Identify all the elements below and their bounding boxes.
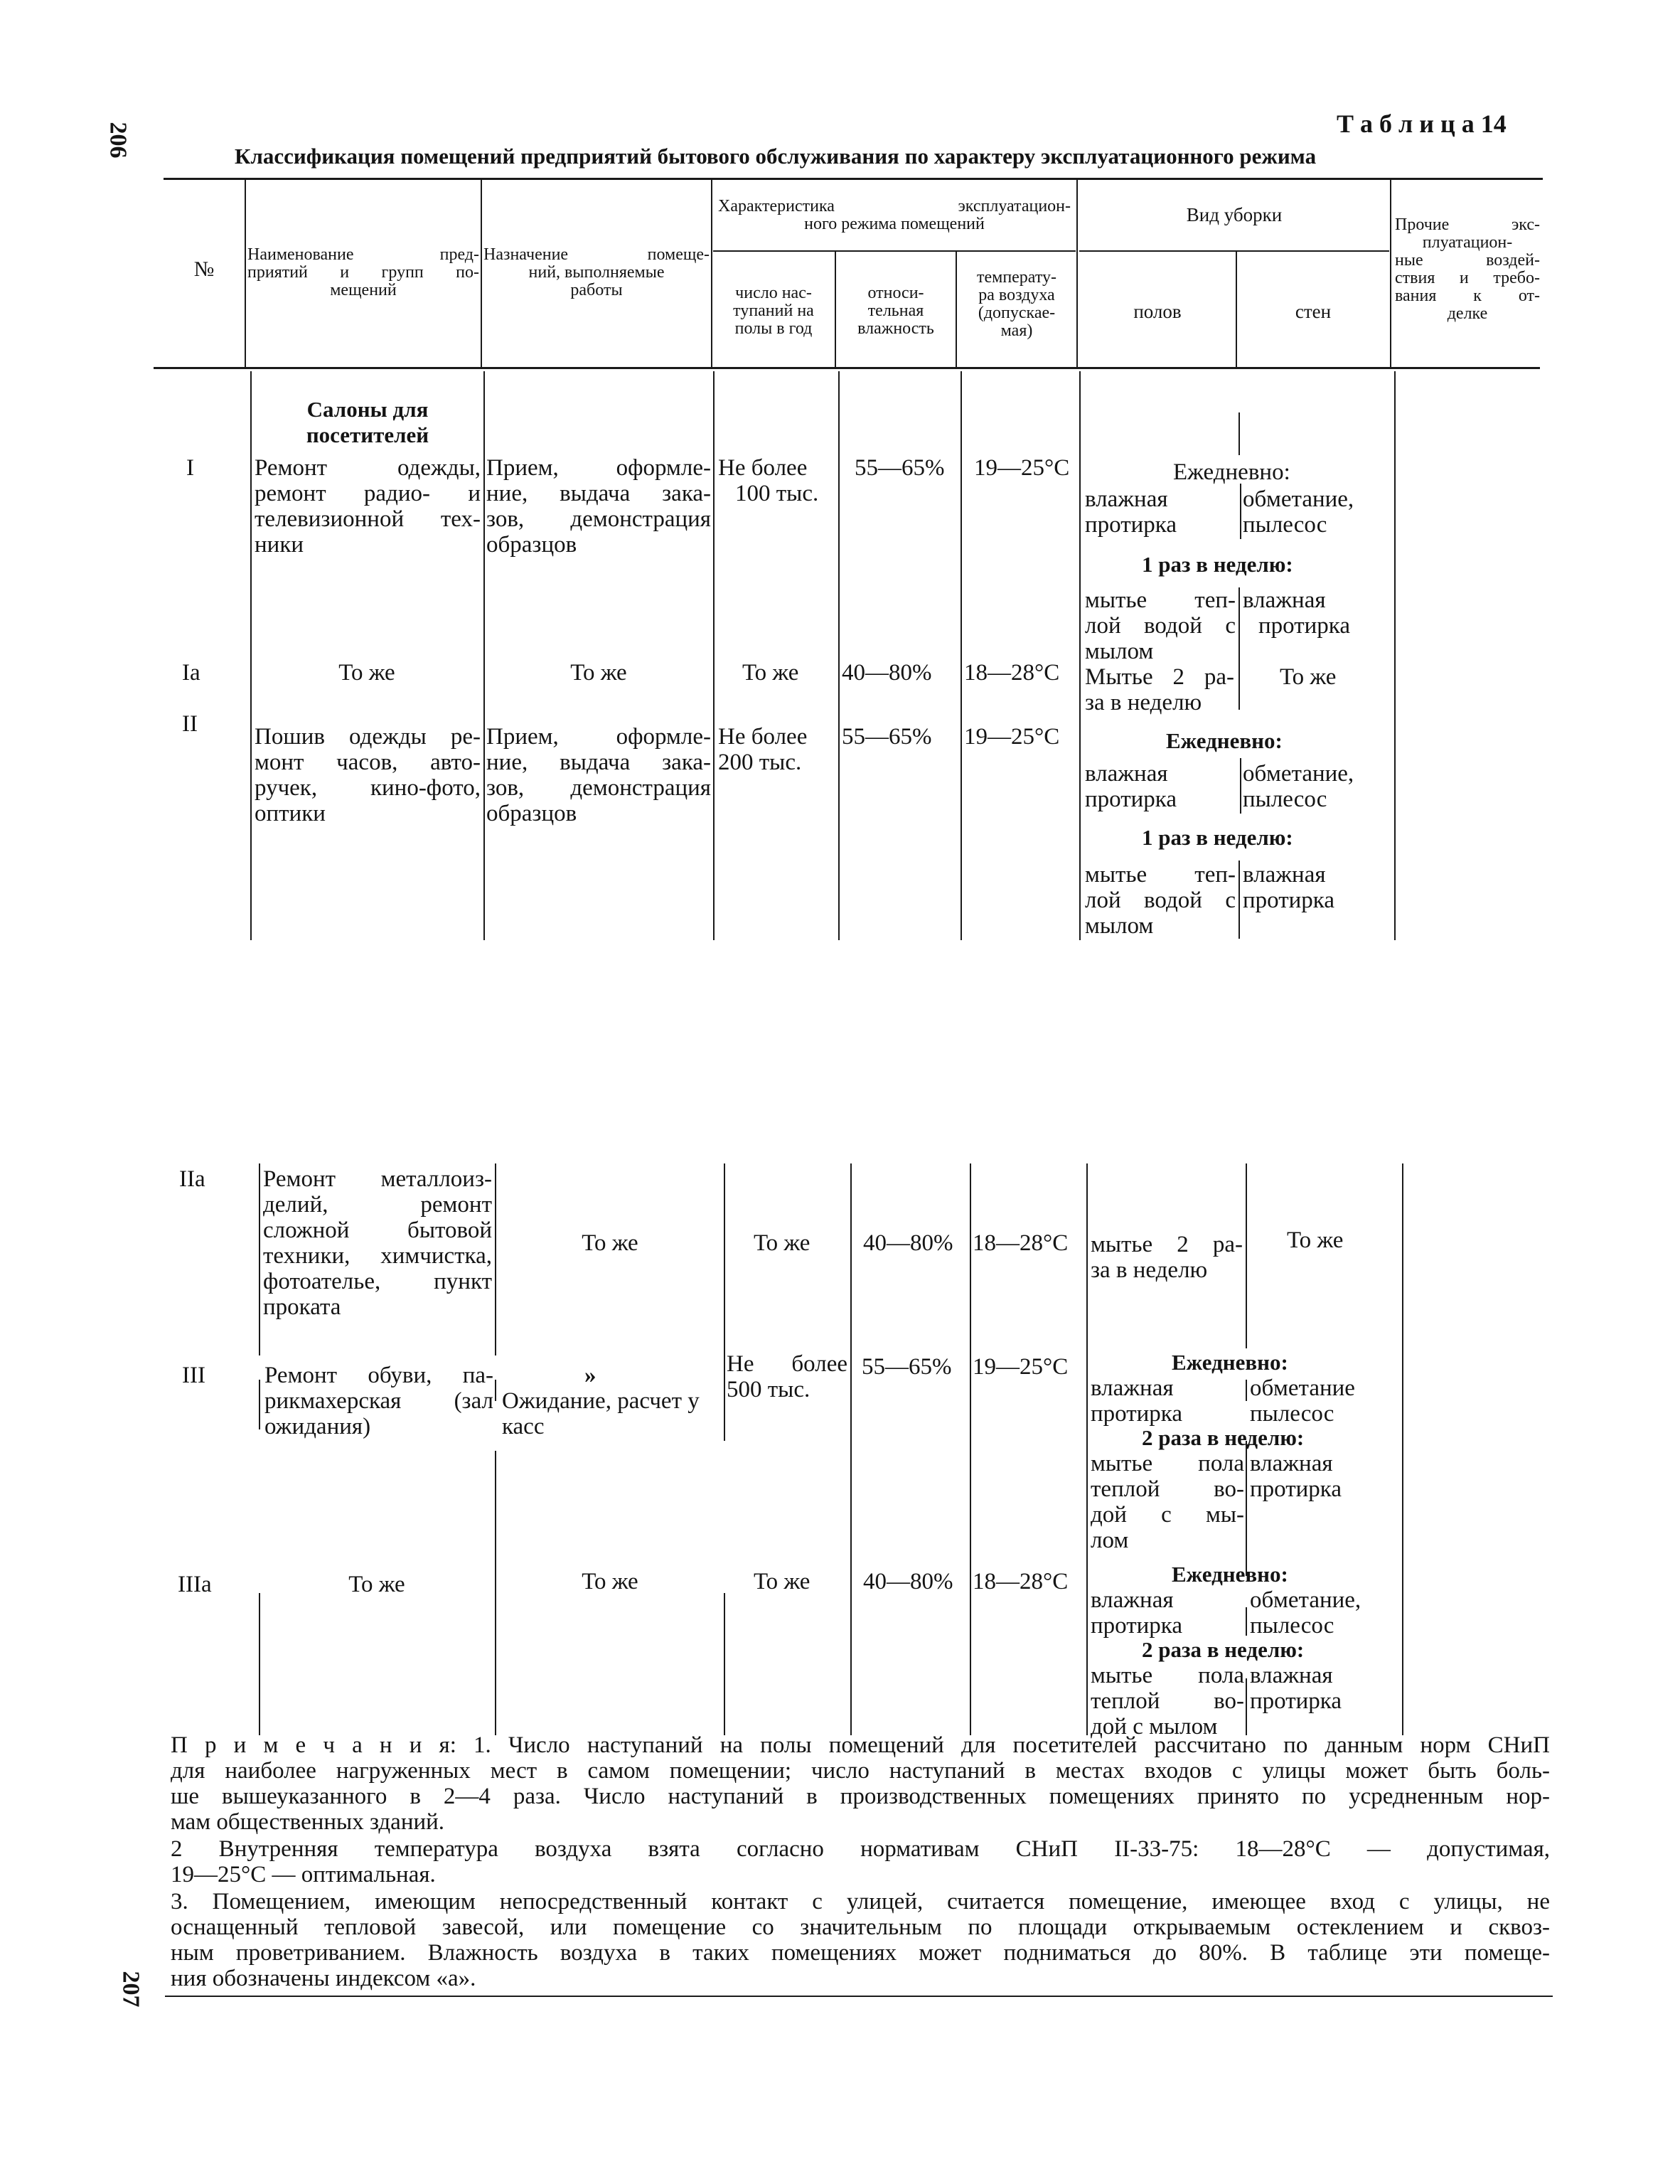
row-floor1 (1091, 1587, 1182, 1639)
row-temp: 18—28°С (973, 1569, 1069, 1594)
cell-line: за в неделю (1091, 1257, 1208, 1283)
cell-line: влажная (1091, 1587, 1174, 1613)
row-purpose (486, 455, 711, 558)
body-vline (1402, 1163, 1403, 1735)
cell-line: мытье пола (1091, 1451, 1244, 1476)
row-name (255, 455, 481, 558)
cell-line: протирка (1091, 1613, 1182, 1639)
body-vline (1238, 412, 1240, 455)
cell-line: Ожидание, расчет у (502, 1388, 700, 1414)
row-wall2 (1250, 1451, 1342, 1502)
header-steps-line: число нас- (735, 284, 812, 302)
note-1 (171, 1732, 1550, 1835)
cell-line: Не более (718, 455, 808, 481)
section-title (253, 397, 482, 448)
body-vline (483, 371, 485, 940)
header-other-line: Прочие экс- (1395, 215, 1540, 234)
cell-line: 500 тыс. (727, 1377, 810, 1402)
cell-line: Ремонт одежды, (255, 455, 481, 481)
body-vline (1246, 1678, 1247, 1735)
cell-line: лой водой с (1085, 888, 1236, 913)
table-title: Классификация помещений предприятий бытового обслуживания по характеру эксплуатационного режима (235, 144, 1317, 169)
body-vline (1238, 587, 1240, 710)
cell-line: ние, выдача зака- (486, 481, 711, 506)
row-floor1 (1085, 486, 1177, 538)
body-vline (1238, 861, 1240, 939)
page-number-bottom: 207 (117, 1971, 144, 2008)
cell-line: обметание (1250, 1375, 1355, 1401)
row-num: III (182, 1363, 205, 1388)
header-humid-line: влажность (857, 319, 934, 338)
header-char-line: ного режима помещений (804, 215, 985, 233)
header-humid-line: тельная (867, 302, 924, 320)
section-line: посетителей (306, 422, 429, 447)
body-vline (850, 1163, 852, 1735)
header-vline (835, 252, 836, 367)
row-steps (718, 724, 807, 775)
cell-line: пылесос (1250, 1401, 1334, 1427)
cell-line: влажная (1243, 587, 1326, 613)
body-vline (259, 1593, 260, 1735)
body-vline (250, 371, 252, 940)
body-vline (259, 1163, 260, 1355)
header-top-rule (164, 178, 1543, 180)
cell-line: дой с мы- (1091, 1502, 1244, 1528)
body-vline (1246, 1163, 1247, 1348)
row-num: II (182, 711, 198, 737)
row-floor1 (1085, 761, 1177, 812)
cell-line: лой водой с (1085, 613, 1236, 639)
row-weekly: 2 раза в неделю: (1142, 1637, 1305, 1662)
body-vline (1240, 484, 1241, 539)
cell-line: протирка (1250, 1688, 1342, 1714)
cell-line: ремонт радио- и (255, 481, 481, 506)
header-humid-line: относи- (867, 284, 924, 302)
cell-line: влажная (1250, 1451, 1333, 1476)
header-num: № (193, 257, 215, 281)
cell-line: мытье теп- (1085, 587, 1236, 613)
row-temp: 19—25°С (974, 455, 1070, 481)
cell-line: ники (255, 532, 304, 558)
cell-line: Ремонт металлоиз- (263, 1166, 492, 1192)
cell-line: зов, демонстрация (486, 506, 711, 532)
char-sub-rule (713, 250, 1076, 252)
body-vline (1246, 1380, 1247, 1401)
row-temp: 19—25°С (973, 1354, 1069, 1380)
cell-line: Пошив одежды ре- (255, 724, 481, 750)
row-purpose: То же (582, 1230, 638, 1256)
cell-line: протирка (1250, 1476, 1342, 1502)
cell-line: проката (263, 1294, 341, 1320)
cell-line: пылесос (1243, 787, 1327, 812)
body-vline (1394, 371, 1396, 940)
cell-line: протирка (1243, 888, 1334, 913)
cell-line: влажная (1085, 761, 1168, 787)
header-char (718, 198, 1071, 233)
cell-line: влажная (1091, 1375, 1174, 1401)
header-temp-line: (допускае- (978, 304, 1056, 322)
header-name (247, 246, 479, 299)
header-vline (956, 252, 957, 367)
cell-line: зов, демонстрация (486, 775, 711, 801)
cell-line: лом (1091, 1528, 1129, 1553)
row-steps (718, 455, 818, 506)
header-other-line: ные воздей- (1395, 251, 1540, 270)
row-floor (1091, 1232, 1243, 1283)
cell-line: теплой во- (1091, 1688, 1244, 1714)
row-purpose (486, 724, 711, 826)
header-other-line: плуатацион- (1422, 233, 1513, 252)
header-other-line: делке (1447, 304, 1488, 323)
row-num: IIIа (178, 1572, 212, 1597)
cell-line: мытье пола (1091, 1663, 1244, 1688)
body-vline (495, 1380, 496, 1401)
row-wall1 (1243, 761, 1354, 812)
body-vline (970, 1163, 971, 1735)
row-wall1 (1250, 1587, 1361, 1639)
cell-line: пылесос (1243, 512, 1327, 538)
cell-line: 100 тыс. (735, 481, 819, 506)
cell-line: дой с мылом (1091, 1714, 1218, 1740)
footer-rule (165, 1996, 1553, 1997)
header-temp-line: ра воздуха (978, 286, 1055, 304)
row-temp: 18—28°С (964, 660, 1060, 686)
cell-line: рикмахерская (зал (264, 1388, 493, 1414)
row-wall: То же (1280, 664, 1337, 690)
cell-line: фотоателье, пункт (263, 1269, 492, 1294)
header-purpose-line: ний, выполняемые (528, 263, 665, 282)
note-line: оснащенный тепловой завесой, или помещение со значительным по площади открываемым остеклением и сквоз- (171, 1914, 1550, 1940)
note-line: 2 Внутренняя температура воздуха взята согласно нормативам СНиП II-33-75: 18—28°С — допустимая, (171, 1836, 1550, 1862)
body-vline (838, 371, 840, 940)
row-weekly: 1 раз в неделю: (1142, 825, 1293, 850)
row-humid: 40—80% (863, 1230, 953, 1256)
header-other-line: ствия и требо- (1395, 269, 1540, 287)
row-wall1 (1243, 486, 1354, 538)
cell-line: делий, ремонт (263, 1192, 492, 1218)
cell-line: 200 тыс. (718, 750, 802, 775)
cell-line: ручек, кино-фото, (255, 775, 481, 801)
cell-line: Ремонт обуви, па- (264, 1363, 493, 1388)
row-floor1 (1091, 1375, 1182, 1427)
header-purpose (483, 246, 710, 299)
row-floor2 (1085, 862, 1236, 939)
header-bottom-rule (154, 367, 1540, 369)
row-humid: 55—65% (862, 1354, 952, 1380)
row-num: IIа (179, 1166, 205, 1192)
body-vline (1240, 758, 1241, 814)
body-vline (724, 1163, 725, 1441)
header-steps-line: тупаний на (733, 302, 814, 320)
row-steps: То же (754, 1569, 810, 1594)
note-line: П р и м е ч а н и я: 1. Число наступаний на полы помещений для посетителей рассчитано по данным норм СНиП (171, 1732, 1550, 1758)
cell-line: касс (502, 1414, 545, 1439)
body-vline (495, 1163, 496, 1355)
body-vline (713, 371, 715, 940)
cell-line: Не более (718, 724, 808, 750)
cell-line: Не более (727, 1351, 847, 1377)
row-daily: Ежедневно: (1166, 728, 1283, 753)
row-name (264, 1363, 493, 1439)
cell-line: влажная (1085, 486, 1168, 512)
note-line: ным проветриванием. Влажность воздуха в таких помещениях может подниматься до 80%. В таблице эти помеще- (171, 1940, 1550, 1966)
note-line: 19—25°С — оптимальная. (171, 1862, 436, 1887)
note-line: для наиболее нагруженных мест в самом помещении; число наступаний в местах входов с улицы может быть боль- (171, 1758, 1550, 1784)
header-vline (1076, 179, 1078, 367)
cell-line: протирка (1258, 613, 1350, 639)
header-steps (714, 284, 833, 338)
row-daily: Ежедневно: (1172, 1350, 1288, 1375)
cell-line: протирка (1091, 1401, 1182, 1427)
row-name: То же (348, 1572, 405, 1597)
row-name (255, 724, 481, 826)
clean-sub-rule (1079, 250, 1389, 252)
header-char-line: Характеристика эксплуатацион- (718, 197, 1071, 215)
row-weekly: 2 раза в неделю: (1142, 1425, 1305, 1450)
page-number-top: 206 (105, 122, 132, 159)
cell-line: техники, химчистка, (263, 1243, 492, 1269)
row-daily: Ежедневно: (1172, 1562, 1288, 1587)
header-steps-line: полы в год (734, 319, 813, 338)
cell-line: мытье 2 ра- (1091, 1232, 1243, 1257)
cell-line: оптики (255, 801, 326, 826)
cell-line: Прием, оформле- (486, 724, 711, 750)
cell-line: влажная (1250, 1663, 1333, 1688)
header-temp-line: температу- (976, 268, 1057, 287)
header-vline (711, 179, 712, 367)
row-wall2 (1250, 1663, 1342, 1714)
row-humid: 40—80% (863, 1569, 953, 1594)
row-name (263, 1166, 492, 1320)
cell-line: образцов (486, 801, 577, 826)
body-vline (1086, 1163, 1088, 1735)
header-name-line: приятий и групп по- (247, 263, 479, 282)
cell-line: Мытье 2 ра- (1085, 664, 1234, 690)
cell-line: мылом (1085, 639, 1154, 664)
row-floor2 (1091, 1451, 1244, 1553)
cell-line: мылом (1085, 913, 1154, 939)
row-steps (727, 1351, 847, 1402)
cell-line: протирка (1085, 512, 1177, 538)
cell-line: ние, выдача зака- (486, 750, 711, 775)
body-vline (259, 1380, 260, 1429)
body-vline (1079, 371, 1081, 940)
body-vline (495, 1451, 496, 1735)
note-line: ния обозначены индексом «а». (171, 1966, 476, 1991)
header-other-line: вания к от- (1395, 287, 1540, 305)
cell-line: пылесос (1250, 1613, 1334, 1639)
row-steps: То же (742, 660, 799, 686)
row-wall: То же (1287, 1227, 1344, 1253)
row-weekly: 1 раз в неделю: (1142, 552, 1293, 577)
header-other (1395, 216, 1540, 323)
cell-line: образцов (486, 532, 577, 558)
header-vline (1390, 179, 1391, 367)
cell-line: обметание, (1250, 1587, 1361, 1613)
row-humid: 55—65% (855, 455, 945, 481)
header-vline (245, 179, 246, 367)
header-name-line: Наименование пред- (247, 245, 479, 264)
header-name-line: мещений (330, 281, 397, 299)
cell-line: обметание, (1243, 761, 1354, 787)
cell-line: монт часов, авто- (255, 750, 481, 775)
row-humid: 55—65% (842, 724, 932, 750)
row-steps: То же (754, 1230, 810, 1256)
note-2 (171, 1836, 1550, 1887)
cell-line: мытье теп- (1085, 862, 1236, 888)
row-purpose: То же (570, 660, 627, 686)
row-wall2 (1243, 862, 1334, 913)
header-walls: стен (1295, 301, 1332, 322)
body-vline (961, 371, 962, 940)
cell-line: Прием, оформле- (486, 455, 711, 481)
body-vline (724, 1593, 725, 1735)
cell-line: влажная (1243, 862, 1326, 888)
body-vline (1246, 1441, 1247, 1576)
row-floor2 (1085, 587, 1236, 664)
cell-line: » (584, 1363, 596, 1388)
cell-line: за в неделю (1085, 690, 1202, 715)
row-wall2 (1243, 587, 1350, 639)
section-line: Салоны для (306, 397, 429, 422)
note-3 (171, 1889, 1550, 1991)
cell-line: телевизионной тех- (255, 506, 481, 532)
row-daily: Ежедневно: (1173, 459, 1290, 485)
cell-line: сложной бытовой (263, 1218, 492, 1243)
note-line: 3. Помещением, имеющим непосредственный контакт с улицей, считается помещение, имеющее вход с улицы, не (171, 1889, 1550, 1914)
row-num: Iа (182, 660, 200, 686)
row-humid: 40—80% (842, 660, 932, 686)
row-temp: 19—25°С (964, 724, 1060, 750)
note-line: ше вышеуказанного в 2—4 раза. Число наступаний в производственных помещениях принято по усредненным нор- (171, 1784, 1550, 1809)
cell-line: теплой во- (1091, 1476, 1244, 1502)
header-humid (838, 284, 954, 338)
row-temp: 18—28°С (973, 1230, 1069, 1256)
cell-line: обметание, (1243, 486, 1354, 512)
header-clean: Вид уборки (1186, 204, 1283, 225)
row-floor2 (1091, 1663, 1244, 1740)
header-vline (481, 179, 482, 367)
cell-line: ожидания) (264, 1414, 371, 1439)
header-purpose-line: Назначение помеще- (483, 245, 710, 264)
body-vline (1246, 1607, 1247, 1636)
row-purpose (502, 1363, 700, 1439)
row-wall1 (1250, 1375, 1355, 1427)
header-purpose-line: работы (570, 281, 623, 299)
row-name: То же (338, 660, 395, 686)
header-temp-line: мая) (1000, 321, 1033, 340)
cell-line: протирка (1085, 787, 1177, 812)
header-floors: полов (1133, 301, 1182, 322)
note-line: мам общественных зданий. (171, 1809, 445, 1835)
row-purpose: То же (582, 1569, 638, 1594)
table-label: Т а б л и ц а 14 (1337, 110, 1507, 138)
row-floor (1085, 664, 1234, 715)
header-temp (958, 269, 1075, 340)
row-num: I (186, 455, 194, 481)
